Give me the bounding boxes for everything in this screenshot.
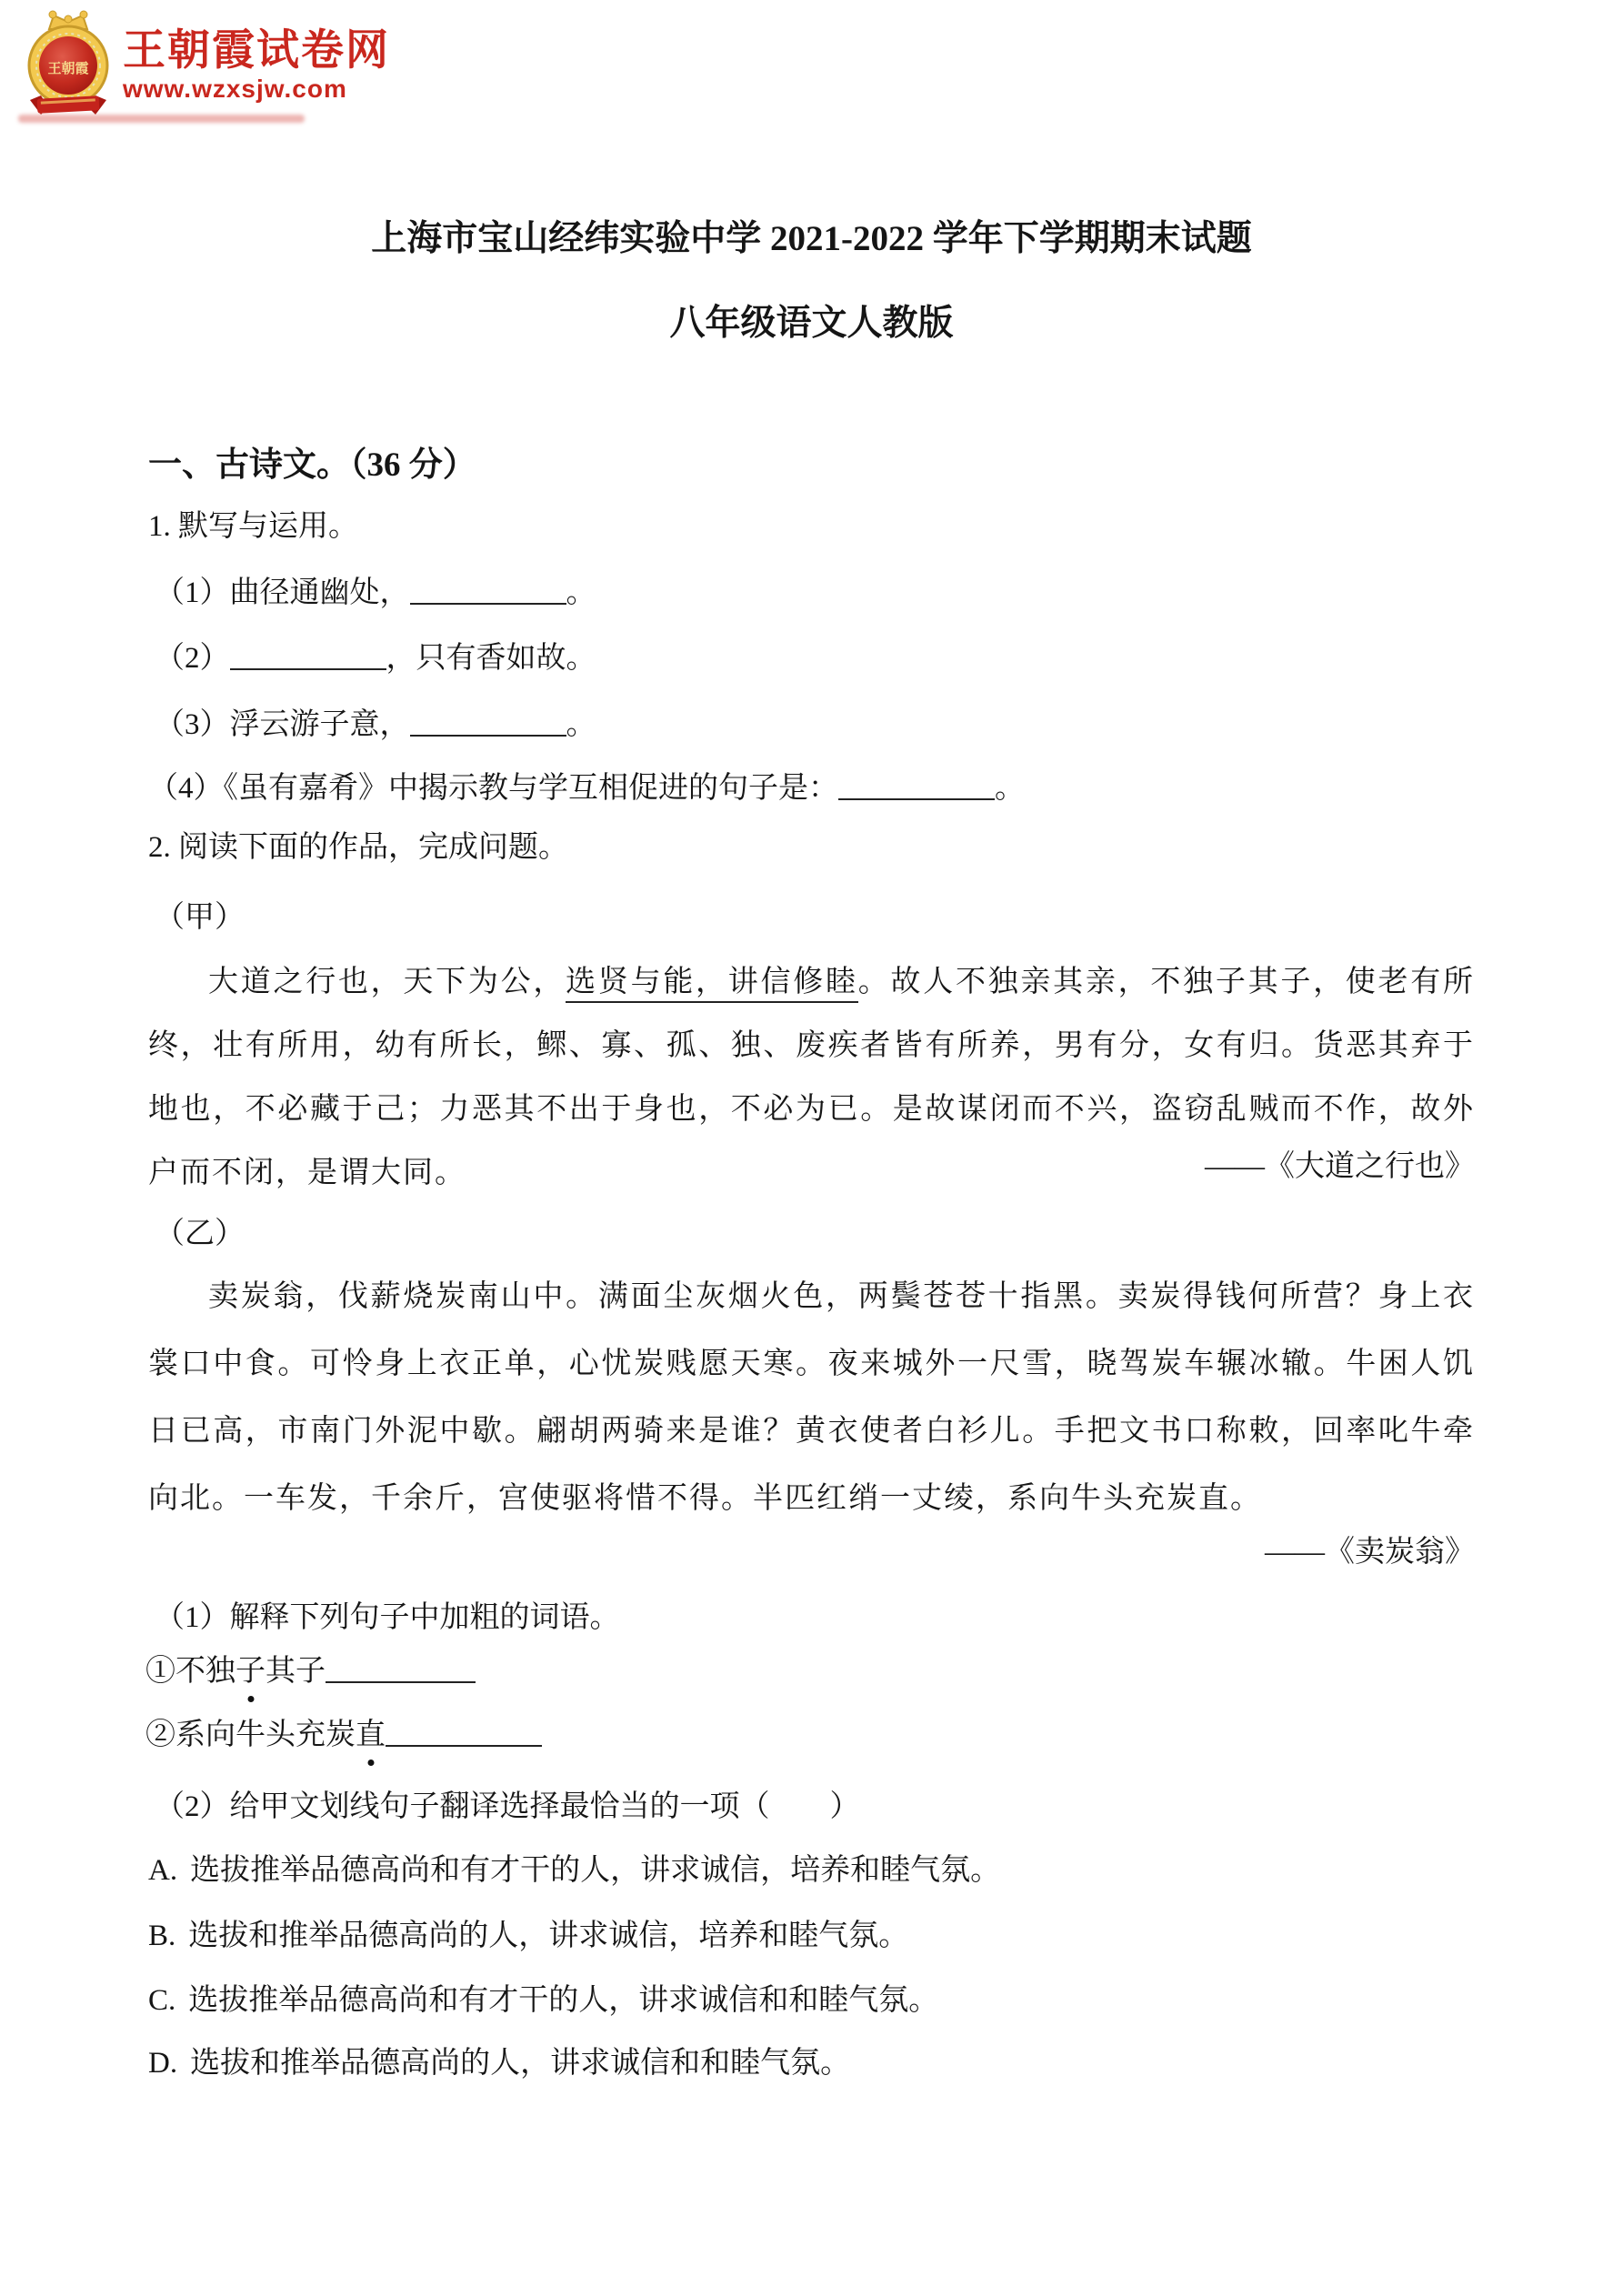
passage-jia-tag: （甲） [155,901,245,934]
q1-item-2-blank[interactable] [230,638,386,670]
option-a-text: 选拔推举品德高尚和有才干的人，讲求诚信，培养和睦气氛。 [190,1854,1001,1887]
page-subtitle: 八年级语文人教版 [669,304,954,343]
item-1-post: 其子 [265,1655,326,1688]
option-b-letter: B. [148,1920,176,1952]
site-logo [23,7,390,121]
site-name: 王朝霞试卷网 [123,25,390,74]
item-1-pre: 不独 [175,1655,235,1688]
logo-medal-icon [23,7,114,121]
passage-yi-source: ——《卖炭翁》 [1265,1536,1475,1569]
jia-text-pre: 大道之行也，天下为公， [208,966,566,998]
item-2-blank[interactable] [386,1715,542,1747]
q1-item-2 [155,638,596,677]
option-b-text: 选拔和推举品德高尚的人，讲求诚信，培养和睦气氛。 [188,1920,909,1952]
section-heading: 一、古诗文。（36 分） [148,446,476,484]
q1-item-1-pre: （1）曲径通幽处， [155,577,410,609]
logo-text [123,7,390,104]
option-c-letter: C. [148,1984,176,2017]
option-c-text: 选拔推举品德高尚和有才干的人，讲求诚信和和睦气氛。 [188,1984,939,2017]
q1-item-4 [148,768,1025,807]
item-2-number: ② [145,1719,175,1751]
passage-jia-source: ——《大道之行也》 [1205,1150,1475,1183]
q1-item-2-post: ，只有香如故。 [386,642,596,675]
question-2-label: 2. 阅读下面的作品，完成问题。 [148,831,568,864]
q1-item-1-post: 。 [566,577,596,609]
logo-ribbon-shadow [18,115,305,123]
item-1-number: ① [145,1655,175,1688]
item-2-emphasized-char: 直 [356,1716,386,1754]
item-1-emphasized-char: 子 [235,1652,265,1690]
q2-sub1-label: （1）解释下列句子中加粗的词语。 [155,1601,620,1634]
svg-text:王朝霞: 王朝霞 [47,62,89,76]
q1-item-3-pre: （3）浮云游子意， [155,708,410,741]
passage-yi-tag: （乙） [155,1218,245,1250]
q2-sub1-item-2 [145,1715,542,1754]
page-title: 上海市宝山经纬实验中学 2021-2022 学年下学期期末试题 [371,219,1252,258]
passage-yi: 卖炭翁，伐薪烧炭南山中。满面尘灰烟火色，两鬓苍苍十指黑。卖炭得钱何所营？身上衣裳口中食。可怜身上衣正单，心忧炭贱愿天寒。夜来城外一尺雪，晓驾炭车辗冰辙。牛困人饥日已高，市南门外泥中歇。翩胡两骑来是谁？黄衣使者白衫儿。手把文书口称敕，回率叱牛牵向北。一车发，千余斤，宫使驱将惜不得。半匹红绡一丈绫，系向牛头充炭直。 [148,1280,1475,1515]
jia-underlined-phrase: 选贤与能，讲信修睦 [566,966,858,1003]
q1-item-3-post: 。 [566,708,596,741]
jia-text-post: 。故人不独亲其亲，不独子其子，使老有所终，壮有所用，幼有所长，鳏、寡、孤、独、废疾者皆有所养，男有分，女有归。货恶其弃于地也，不必藏于己；力恶其不出于身也，不必为已。是故谋闭而不兴，盗窃乱贼而不作，故外户而不闭，是谓大同。 [148,966,1476,1189]
option-d-text: 选拔和推举品德高尚的人，讲求诚信和和睦气氛。 [190,2047,851,2080]
item-1-blank[interactable] [326,1651,476,1683]
option-c[interactable] [148,1981,938,2020]
q1-item-4-blank[interactable] [838,768,995,800]
q1-item-4-post: 。 [995,772,1025,805]
site-url: www.wzxsjw.com [123,75,347,103]
option-d[interactable] [148,2044,850,2082]
option-b[interactable] [148,1917,908,1955]
item-2-pre: 系向牛头充炭 [175,1719,356,1751]
option-d-letter: D. [148,2047,178,2080]
q2-sub1-item-1 [145,1651,476,1690]
q1-item-4-pre: （4）《虽有嘉肴》中揭示教与学互相促进的句子是： [148,772,838,805]
question-1-label: 1. 默写与运用。 [148,510,358,543]
q2-sub2-label: （2）给甲文划线句子翻译选择最恰当的一项（ ） [155,1790,860,1823]
q1-item-3-blank[interactable] [410,705,566,737]
q1-item-2-pre: （2） [155,642,230,675]
option-a-letter: A. [148,1854,178,1887]
q1-item-1-blank[interactable] [410,573,566,605]
q1-item-1 [155,573,596,612]
q1-item-3 [155,705,596,744]
option-a[interactable] [148,1851,1000,1890]
